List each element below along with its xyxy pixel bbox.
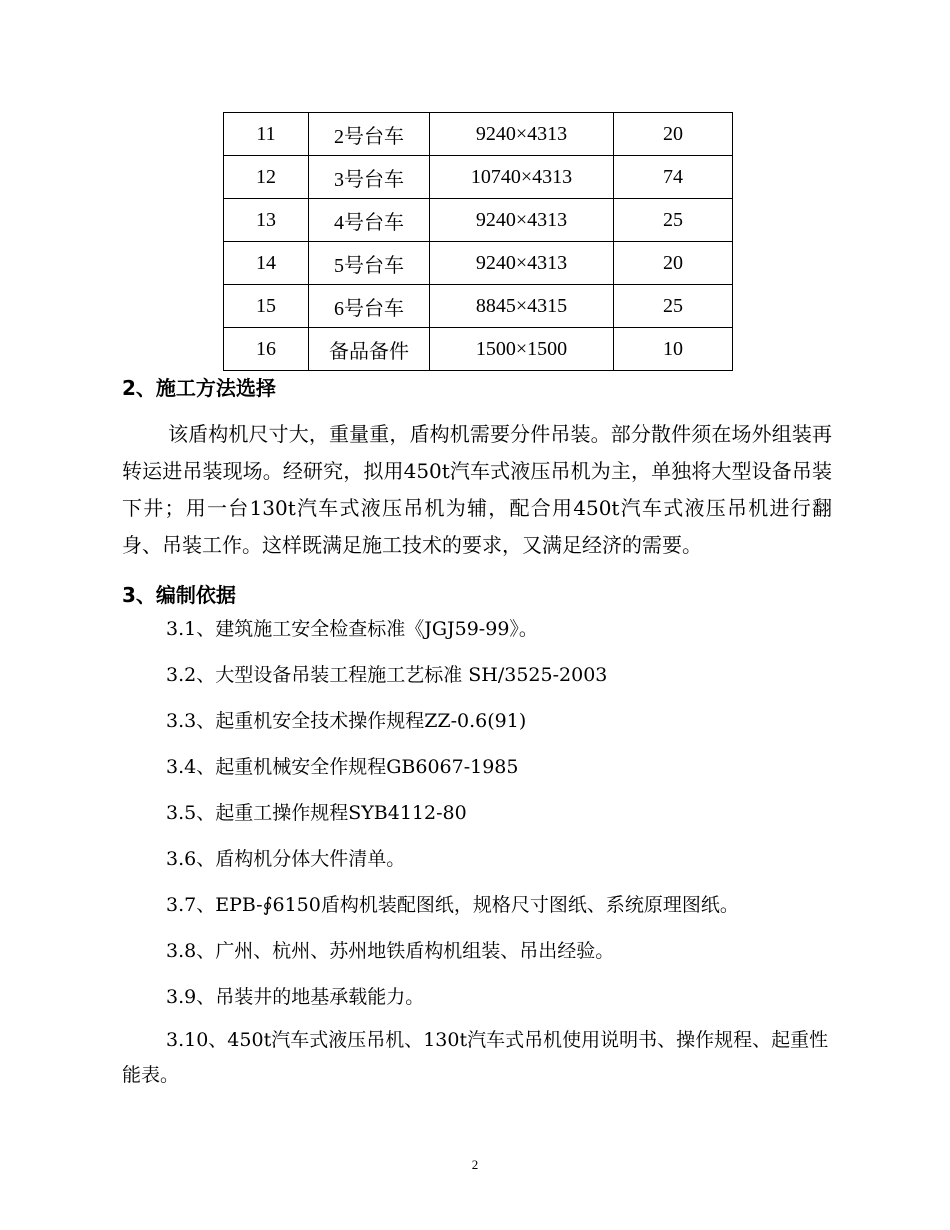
- row-index-cell: 14: [224, 242, 309, 285]
- table-row: [224, 113, 733, 156]
- weight-cell: 10: [614, 328, 733, 371]
- row-index-cell: 13: [224, 199, 309, 242]
- row-index-cell: 15: [224, 285, 309, 328]
- table-row: [224, 242, 733, 285]
- weight-cell: 25: [614, 285, 733, 328]
- page-number: 2: [471, 1157, 479, 1172]
- parts-table: [223, 112, 733, 371]
- reference-item: 3.7、EPB-∮6150盾构机装配图纸，规格尺寸图纸、系统原理图纸。: [166, 894, 739, 916]
- reference-item: 3.8、广州、杭州、苏州地铁盾构机组装、吊出经验。: [166, 940, 615, 962]
- row-index-cell: 16: [224, 328, 309, 371]
- reference-item: 3.6、盾构机分体大件清单。: [166, 848, 406, 870]
- dimension-cell: 1500×1500: [430, 328, 614, 371]
- part-name-cell: 2号台车: [309, 113, 430, 156]
- dimension-cell: 10740×4313: [430, 156, 614, 199]
- section-3-heading: 3、编制依据: [122, 583, 236, 607]
- table-row: [224, 156, 733, 199]
- reference-item: 3.5、起重工操作规程SYB4112-80: [166, 802, 467, 824]
- weight-cell: 74: [614, 156, 733, 199]
- dimension-cell: 8845×4315: [430, 285, 614, 328]
- part-name-cell: 备品备件: [309, 328, 430, 371]
- weight-cell: 20: [614, 242, 733, 285]
- weight-cell: 25: [614, 199, 733, 242]
- parts-table-body: [224, 113, 733, 371]
- reference-item: 3.4、起重机械安全作规程GB6067-1985: [166, 756, 519, 778]
- reference-item: 3.2、大型设备吊装工程施工艺标准 SH/3525-2003: [166, 664, 608, 686]
- dimension-cell: 9240×4313: [430, 242, 614, 285]
- reference-item: 3.1、建筑施工安全检查标准《JGJ59-99》。: [166, 618, 538, 640]
- reference-item: 3.9、吊装井的地基承载能力。: [166, 986, 425, 1008]
- section-2-heading: 2、施工方法选择: [122, 376, 276, 400]
- dimension-cell: 9240×4313: [430, 199, 614, 242]
- dimension-cell: 9240×4313: [430, 113, 614, 156]
- table-row: [224, 285, 733, 328]
- part-name-cell: 5号台车: [309, 242, 430, 285]
- section-2-paragraph: 该盾构机尺寸大，重量重，盾构机需要分件吊装。部分散件须在场外组装再转运进吊装现场。经研究，拟用450t汽车式液压吊机为主，单独将大型设备吊装下井；用一台130t汽车式液压吊机为辅，配合用450t汽车式液压吊机进行翻身、吊装工作。这样既满足施工技术的要求，又满足经济的需要。: [122, 422, 832, 557]
- part-name-cell: 4号台车: [309, 199, 430, 242]
- part-name-cell: 3号台车: [309, 156, 430, 199]
- table-row: [224, 199, 733, 242]
- reference-item: 3.3、起重机安全技术操作规程ZZ-0.6(91): [166, 710, 527, 732]
- weight-cell: 20: [614, 113, 733, 156]
- row-index-cell: 12: [224, 156, 309, 199]
- part-name-cell: 6号台车: [309, 285, 430, 328]
- row-index-cell: 11: [224, 113, 309, 156]
- table-row: [224, 328, 733, 371]
- reference-item: 3.10、450t汽车式液压吊机、130t汽车式吊机使用说明书、操作规程、起重性能表。: [122, 1029, 829, 1086]
